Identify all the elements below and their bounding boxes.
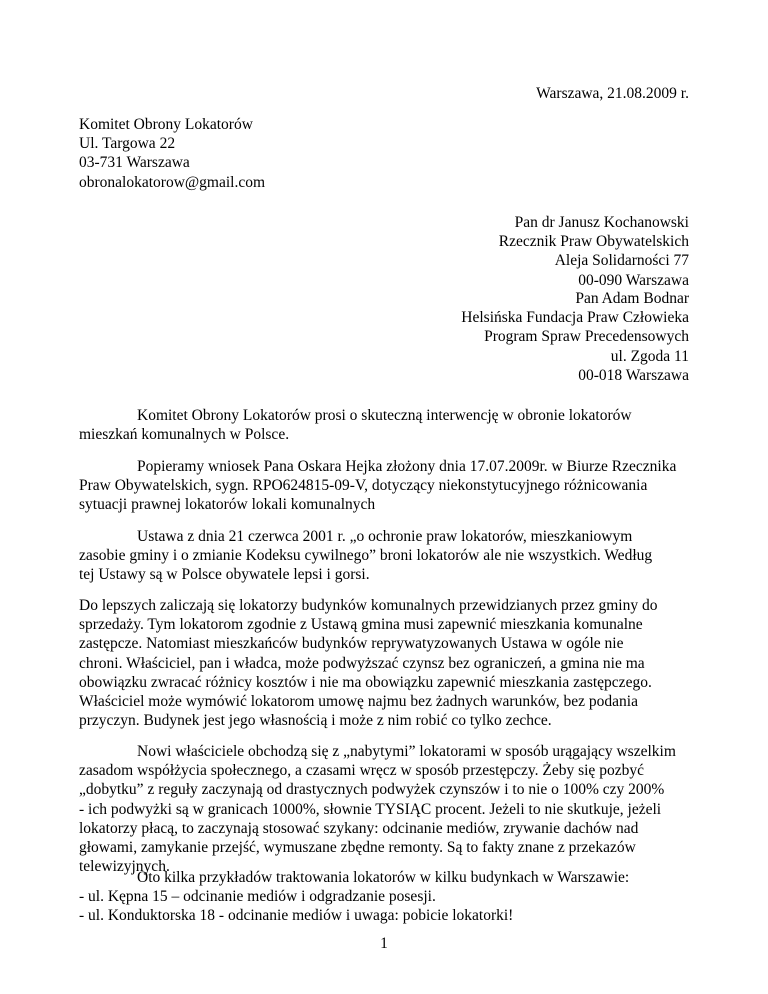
recipient-line: Helsińska Fundacja Praw Człowieka (461, 309, 689, 327)
paragraph-line: Praw Obywatelskich, sygn. RPO624815-09-V, dotyczący niekonstytucyjnego różnicowania (79, 477, 648, 495)
recipient-line: ul. Zgoda 11 (610, 347, 689, 365)
recipient-line: Aleja Solidarności 77 (554, 252, 689, 270)
paragraph-line: telewizyjnych. (79, 858, 170, 876)
paragraph-act (79, 527, 699, 585)
recipient-foundation (461, 289, 689, 385)
paragraph-line: obowiązku zwracać różnicy kosztów i nie ma obowiązku zapewnić mieszkania zastępczego. (79, 673, 652, 691)
paragraph-line: zasadom współżycia społecznego, a czasami wręcz w sposób przestępczy. Żeby się pozbyć (79, 762, 644, 780)
sender-name: Komitet Obrony Lokatorów (79, 116, 253, 133)
paragraph-line: Oto kilka przykładów traktowania lokatorów w kilku budynkach w Warszawie: (137, 869, 630, 886)
paragraph-line: sprzedaży. Tym lokatorom zgodnie z Ustawą gmina musi zapewnić mieszkania komunalne (79, 616, 643, 634)
paragraph-line: głowami, zamykanie przejść, wymuszane zbędne remonty. Są to fakty znane z przekazów (79, 839, 636, 857)
paragraph-line: - ich podwyżki są w granicach 1000%, słownie TYSIĄC procent. Jeżeli to nie skutkuje, jeżeli (79, 800, 662, 818)
list-item: - ul. Konduktorska 18 - odcinanie mediów i uwaga: pobicie lokatorki! (79, 907, 514, 925)
paragraph-line: Popieramy wniosek Pana Oskara Hejka złożony dnia 17.07.2009r. w Biurze Rzecznika (137, 458, 677, 475)
paragraph-line: „dobytku” z reguły zaczynają od drastycznych podwyżek czynszów i to nie o 100% czy 200% (79, 781, 665, 799)
page-number: 1 (380, 935, 388, 952)
paragraph-better-worse (79, 596, 699, 730)
recipient-line: 00-018 Warszawa (578, 366, 689, 384)
recipient-line: Rzecznik Praw Obywatelskich (498, 233, 689, 251)
paragraph-examples (79, 868, 699, 926)
sender-address (79, 115, 265, 192)
paragraph-line: zastępcze. Natomiast mieszkańców budynków reprywatyzowanych Ustawa w ogóle nie (79, 635, 624, 653)
sender-street: Ul. Targowa 22 (79, 135, 176, 153)
recipient-line: Program Spraw Precedensowych (484, 328, 689, 346)
recipient-line: 00-090 Warszawa (578, 271, 689, 289)
paragraph-line: Ustawa z dnia 21 czerwca 2001 r. „o ochronie praw lokatorów, mieszkaniowym (137, 528, 633, 545)
paragraph-line: chroni. Właściciel, pan i władca, może podwyższać czynsz bez ograniczeń, a gmina nie ma (79, 654, 645, 672)
paragraph-line: Właściciel może wymówić lokatorom umowę najmu bez żadnych warunków, bez podania (79, 693, 638, 711)
paragraph-line: Nowi właściciele obchodzą się z „nabytymi” lokatorami w sposób urągający wszelkim (137, 743, 676, 760)
paragraph-line: mieszkań komunalnych w Polsce. (79, 426, 290, 444)
sender-city: 03-731 Warszawa (79, 154, 190, 172)
paragraph-line: sytuacji prawnej lokatorów lokali komunalnych (79, 496, 376, 514)
recipient-line: Pan dr Janusz Kochanowski (514, 214, 689, 231)
paragraph-support (79, 457, 699, 515)
paragraph-line: zasobie gminy i o zmianie Kodeksu cywilnego” broni lokatorów ale nie wszystkich. Według (79, 547, 653, 565)
paragraph-new-owners (79, 742, 699, 876)
recipient-line: Pan Adam Bodnar (575, 290, 689, 307)
sender-email: obronalokatorow@gmail.com (79, 173, 266, 191)
paragraph-line: Do lepszych zaliczają się lokatorzy budynków komunalnych przewidzianych przez gminy do (79, 597, 658, 614)
paragraph-line: lokatorzy płacą, to zaczynają stosować szykany: odcinanie mediów, zrywanie dachów nad (79, 819, 639, 837)
list-item: - ul. Kępna 15 – odcinanie mediów i odgradzanie posesji. (79, 888, 436, 906)
paragraph-line: przyczyn. Budynek jest jego własnością i może z nim robić co tylko zechce. (79, 712, 552, 730)
recipient-ombudsman (499, 213, 689, 290)
date-line: Warszawa, 21.08.2009 r. (536, 85, 689, 102)
paragraph-line: Komitet Obrony Lokatorów prosi o skuteczną interwencję w obronie lokatorów (137, 407, 632, 424)
paragraph-line: tej Ustawy są w Polsce obywatele lepsi i gorsi. (79, 566, 370, 584)
paragraph-request (79, 406, 699, 444)
